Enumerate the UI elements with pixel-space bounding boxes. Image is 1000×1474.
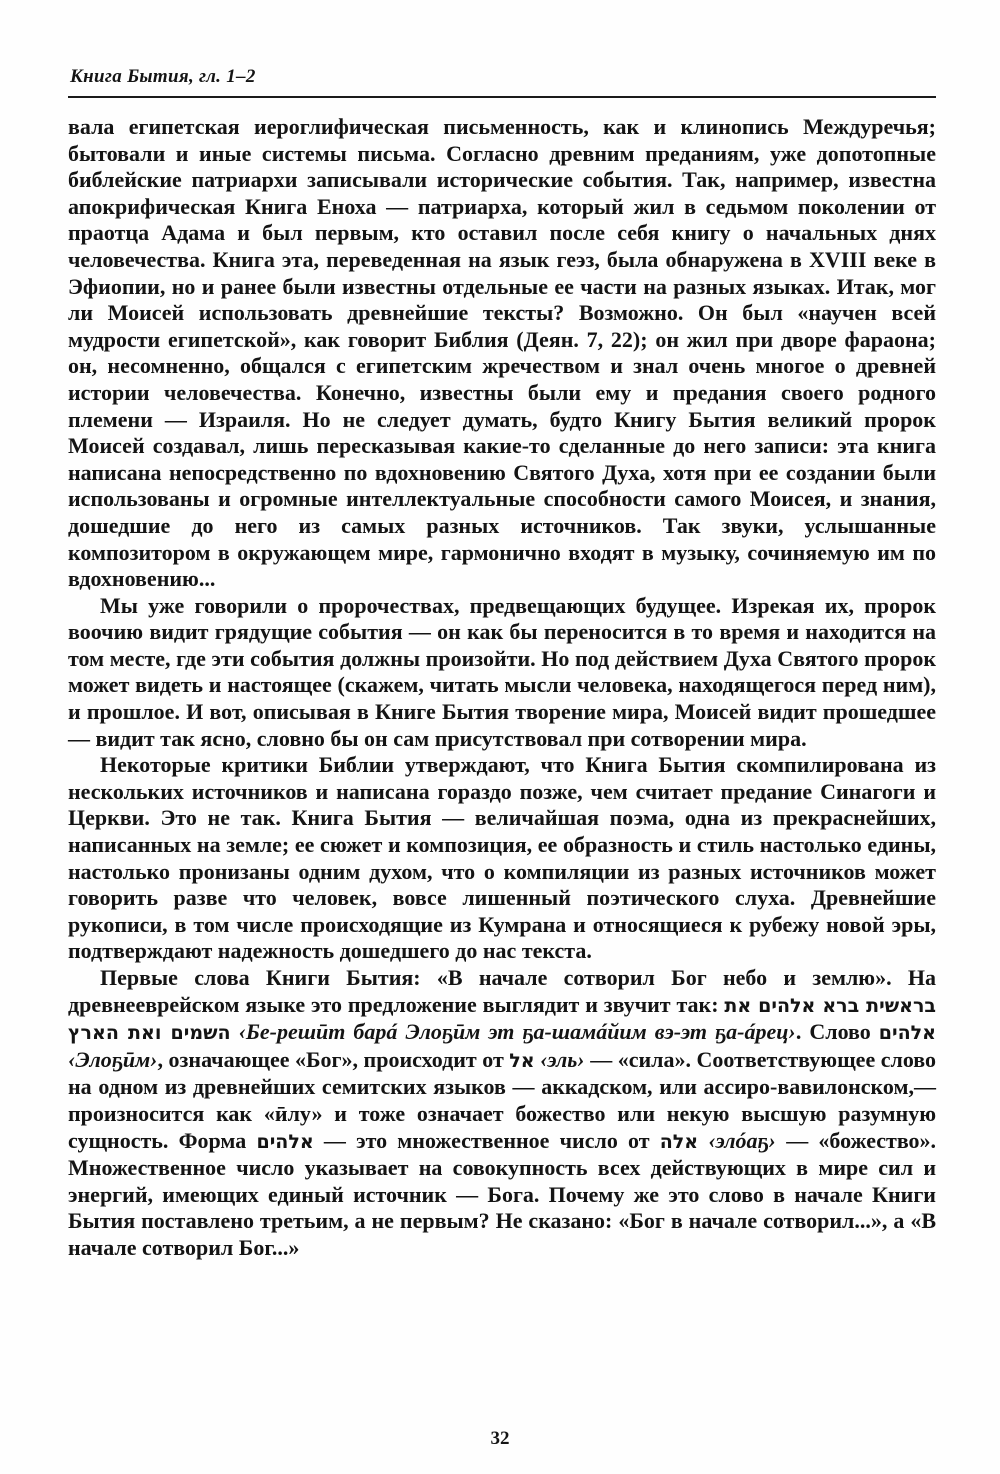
paragraph-4-text-2: На древнееврейском языке это предложение выглядит и звучит так: xyxy=(68,965,937,1017)
paragraph-1: вала египетская иероглифическая письменность, как и клинопись Междуречья; бытовали и иные системы письма. Согласно древним преданиям, уже допотопные библейские патриархи записывали исторические события. Так, например, известна апокрифическая Книга Еноха — патриарха, который жил в седьмом поколении от праотца Адама и был первым, кто оставил после себя книгу о начальных днях человечества. Книга эта, переведенная на язык геэз, была обнаружена в XVIII веке в Эфиопии, но и ранее были известны отдельные ее части на разных языках. Итак, мог ли Моисей использовать древнейшие тексты? Возможно. Он был «научен всей мудрости египетской», как говорит Библия (Деян. 7, 22); он жил при дворе фараона; он, несомненно, общался с египетским жречеством и знал очень многое о древней истории человечества. Конечно, известны были ему и предания своего родного племени — Израиля. Но не следует думать, будто Книгу Бытия великий пророк Моисей создавал, лишь пересказывая какие-то сделанные до него записи: эта книга написана непосредственно по вдохновению Святого Духа, хотя при ее создании были использованы и огромные интеллектуальные способности самого Моисея, и знания, дошедшие до него из самых разных источников. Так звуки, услышанные композитором в окружающем мире, гармонично входят в музыку, сочиняемую им по вдохновению... xyxy=(68,114,936,592)
transliteration-elohim: ‹Элоҕӣм› xyxy=(68,1046,158,1072)
paragraph-4-text-7: — «божество». Множественное число указывает на совокупность всех действующих в мире сил и энергий, имеющих единый источник — Бога. Почему же это слово в начале Книги Бытия поставлено третьим, а не первым? Не сказано: «Бог в начале сотворил...», а «В начале сотворил Бог...» xyxy=(68,1127,937,1260)
header-rule xyxy=(68,96,936,98)
paragraph-3: Некоторые критики Библии утверждают, что Книга Бытия скомпилирована из нескольких источников и написана гораздо позже, чем считает предание Синагоги и Церкви. Это не так. Книга Бытия — величайшая поэма, одна из прекраснейших, написанных на земле; ее сюжет и композиция, ее образность и стиль настолько едины, настолько пронизаны одним духом, что о компиляции из разных источников может говорить разве что человек, вовсе лишенный поэтического слуха. Древнейшие рукописи, в том числе происходящие из Кумрана и относящиеся к рубежу новой эры, подтверждают надежность дошедшего до нас текста. xyxy=(68,752,936,964)
hebrew-eloah: אלה xyxy=(659,1130,699,1153)
paragraph-4-text-5: — «сила». Соответствующее слово на одном из древнейших семитских языков — аккадском, или ассиро-вавилонском,— произносится как «ӣлу» и тоже означает божество или некую высшую разумную сущность. Форма xyxy=(68,1046,936,1153)
transliteration-el: ‹эль› xyxy=(540,1046,585,1072)
page xyxy=(68,66,936,1262)
hebrew-elohim-plural: אלהים xyxy=(256,1130,314,1153)
paragraph-4-text-3: . Слово xyxy=(795,1019,871,1045)
paragraph-2: Мы уже говорили о пророчествах, предвещающих будущее. Изрекая их, пророк воочию видит грядущие события — он как бы переносится в то время и находится на том месте, где эти события должны произойти. Но под действием Духа Святого пророк может видеть и настоящее (скажем, читать мысли человека, находящегося перед ним), и прошлое. И вот, описывая в Книге Бытия творение мира, Моисей видит прошедшее — видит так ясно, словно бы он сам присутствовал при сотворении мира. xyxy=(68,592,936,751)
paragraph-4 xyxy=(68,965,936,1262)
hebrew-genesis-verse: בראשית ברא אלהים את השמים ואת הארץ xyxy=(68,994,937,1045)
hebrew-el: אל xyxy=(509,1049,535,1072)
page-number: 32 xyxy=(490,1428,510,1449)
transliteration-eloah: ‹элóаҕ› xyxy=(708,1127,776,1153)
paragraph-4-text-4: , означающее «Бог», происходит от xyxy=(157,1046,504,1072)
paragraph-4-text-1: Первые слова Книги Бытия: «В начале сотворил Бог небо и землю». xyxy=(100,965,892,990)
running-head: Книга Бытия, гл. 1–2 xyxy=(70,66,256,87)
hebrew-elohim: אלהים xyxy=(878,1022,937,1045)
transliteration-genesis-verse: ‹Бе-решӣт барá Элоҕӣм эт ҕа-шамáйим вэ-эт ҕа-áрец› xyxy=(238,1019,796,1045)
paragraph-4-text-6: — это множественное число от xyxy=(323,1127,650,1153)
body-text xyxy=(68,114,936,1262)
